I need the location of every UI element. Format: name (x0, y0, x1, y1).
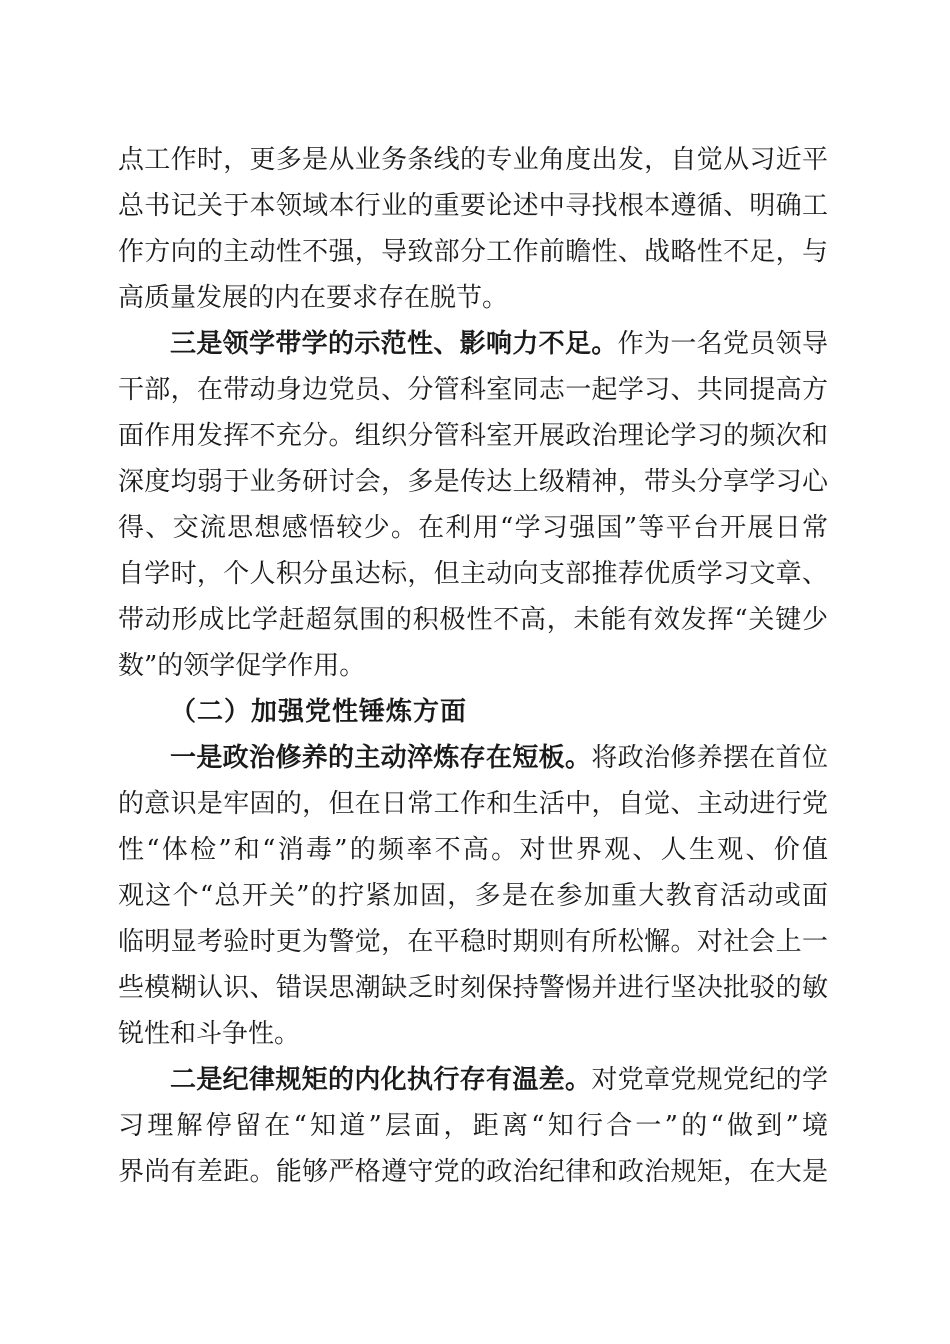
paragraph-line: 深度均弱于业务研讨会，多是传达上级精神，带头分享学习心 (118, 467, 828, 497)
paragraph-line: 锐性和斗争性。 (118, 1019, 301, 1049)
paragraph-line: 点工作时，更多是从业务条线的专业角度出发，自觉从习近平 (118, 145, 828, 175)
paragraph-line: 总书记关于本领域本行业的重要论述中寻找根本遵循、明确工 (118, 191, 828, 221)
paragraph-lead: 二是纪律规矩的内化执行存有温差。 (170, 1065, 592, 1095)
paragraph-text: 将政治修养摆在首位 (591, 743, 828, 773)
section-heading: （二）加强党性锤炼方面 (170, 697, 468, 727)
paragraph-first-line (170, 1058, 828, 1102)
paragraph-line: 带动形成比学赶超氛围的积极性不高，未能有效发挥“关键少 (118, 605, 828, 635)
paragraph-line: 得、交流思想感悟较少。在利用“学习强国”等平台开展日常 (118, 513, 828, 543)
paragraph-line: 些模糊认识、错误思潮缺乏时刻保持警惕并进行坚决批驳的敏 (118, 973, 828, 1003)
paragraph-line: 自学时，个人积分虽达标，但主动向支部推荐优质学习文章、 (118, 559, 828, 589)
paragraph-text: 作为一名党员领导 (617, 329, 828, 359)
paragraph-first-line (170, 322, 828, 366)
paragraph-line: 高质量发展的内在要求存在脱节。 (118, 283, 509, 313)
paragraph-line: 临明显考验时更为警觉，在平稳时期则有所松懈。对社会上一 (118, 927, 828, 957)
paragraph-line: 习理解停留在“知道”层面，距离“知行合一”的“做到”境 (118, 1111, 828, 1141)
paragraph-text: 对党章党规党纪的学 (591, 1065, 828, 1095)
paragraph-line: 干部，在带动身边党员、分管科室同志一起学习、共同提高方 (118, 375, 828, 405)
paragraph-first-line (170, 736, 828, 780)
paragraph-lead: 三是领学带学的示范性、影响力不足。 (170, 329, 618, 359)
paragraph-line: 作方向的主动性不强，导致部分工作前瞻性、战略性不足，与 (118, 237, 828, 267)
paragraph-lead: 一是政治修养的主动淬炼存在短板。 (170, 743, 592, 773)
paragraph-line: 的意识是牢固的，但在日常工作和生活中，自觉、主动进行党 (118, 789, 828, 819)
paragraph-line: 性“体检”和“消毒”的频率不高。对世界观、人生观、价值 (118, 835, 828, 865)
paragraph-line: 界尚有差距。能够严格遵守党的政治纪律和政治规矩，在大是 (118, 1157, 828, 1187)
paragraph-line: 数”的领学促学作用。 (118, 651, 366, 681)
paragraph-line: 面作用发挥不充分。组织分管科室开展政治理论学习的频次和 (118, 421, 828, 451)
paragraph-line: 观这个“总开关”的拧紧加固，多是在参加重大教育活动或面 (118, 881, 828, 911)
